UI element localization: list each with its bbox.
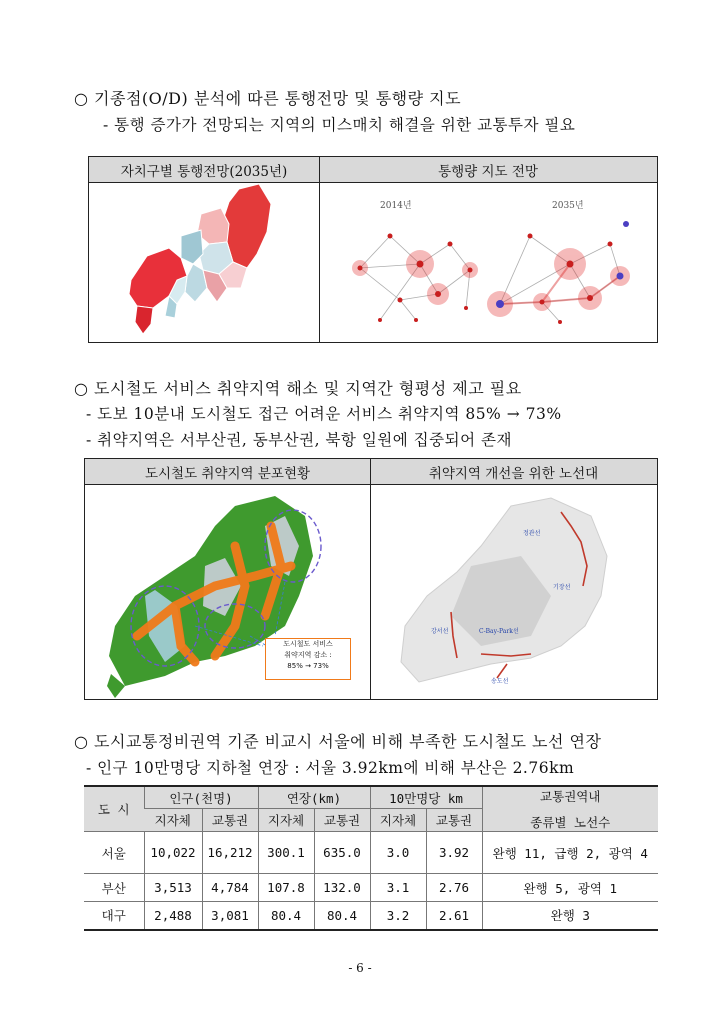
callout-line1: 도시철도 서비스 (283, 640, 333, 648)
improvement-lines-map (371, 486, 657, 699)
cell-per-local: 3.2 (370, 902, 426, 930)
label-gangseo: 강서선 (431, 628, 449, 635)
cell-city: 부산 (84, 874, 144, 902)
vulnerable-callout (265, 638, 351, 680)
header-lines-line2: 종류별 노선수 (530, 815, 611, 830)
section2-sub1: - 도보 10분내 도시철도 접근 어려운 서비스 취약지역 85% → 73% (86, 405, 562, 423)
figure-left-header: 자치구별 통행전망(2035년) (89, 157, 319, 183)
header-lines-line1: 교통권역내 (540, 789, 601, 804)
subway-length-table (84, 785, 658, 931)
table-row (84, 832, 658, 874)
travel-volume-maps (320, 184, 657, 342)
sub-pop-region: 교통권 (202, 809, 258, 832)
figure2-left-header: 도시철도 취약지역 분포현황 (85, 459, 370, 485)
cell-len-local: 107.8 (258, 874, 314, 902)
vulnerable-area-map (85, 486, 370, 699)
sub-per-local: 지자체 (370, 809, 426, 832)
label-gijang: 기장선 (553, 584, 571, 591)
cell-lines: 완행 11, 급행 2, 광역 4 (482, 832, 658, 874)
figure-vulnerable-areas (84, 458, 658, 700)
cell-per-region: 2.76 (426, 874, 482, 902)
figure-travel-outlook (88, 156, 658, 343)
callout-line3: 85% → 73% (287, 662, 329, 670)
cell-city: 서울 (84, 832, 144, 874)
section1-sub: - 통행 증가가 전망되는 지역의 미스매치 해결을 위한 교통투자 필요 (103, 116, 576, 134)
section3-bullet: ○ 도시교통정비권역 기준 비교시 서울에 비해 부족한 도시철도 노선 연장 (74, 732, 602, 751)
figure-right-header: 통행량 지도 전망 (319, 157, 657, 183)
page-number: - 6 - (348, 961, 372, 975)
figure2-right-header: 취약지역 개선을 위한 노선대 (370, 459, 657, 485)
cell-len-region: 132.0 (314, 874, 370, 902)
header-length: 연장(km) (258, 786, 370, 809)
label-songdo: 송도선 (491, 678, 509, 685)
cell-city: 대구 (84, 902, 144, 930)
header-lines (482, 786, 658, 832)
cell-per-region: 3.92 (426, 832, 482, 874)
header-population: 인구(천명) (144, 786, 258, 809)
cell-pop-local: 2,488 (144, 902, 202, 930)
section2-bullet: ○ 도시철도 서비스 취약지역 해소 및 지역간 형평성 제고 필요 (74, 379, 522, 398)
cell-len-region: 80.4 (314, 902, 370, 930)
cell-len-local: 300.1 (258, 832, 314, 874)
year-2035-label: 2035년 (552, 201, 584, 211)
sub-len-region: 교통권 (314, 809, 370, 832)
cell-lines: 완행 3 (482, 902, 658, 930)
cell-pop-region: 3,081 (202, 902, 258, 930)
sub-per-region: 교통권 (426, 809, 482, 832)
cell-len-local: 80.4 (258, 902, 314, 930)
callout-line2: 취약지역 감소 : (284, 651, 332, 659)
sub-len-local: 지자체 (258, 809, 314, 832)
cell-pop-region: 4,784 (202, 874, 258, 902)
header-per-100k: 10만명당 km (370, 786, 482, 809)
cell-pop-local: 3,513 (144, 874, 202, 902)
cell-lines: 완행 5, 광역 1 (482, 874, 658, 902)
cell-per-region: 2.61 (426, 902, 482, 930)
table-row (84, 902, 658, 930)
label-cbaypark: C-Bay-Park선 (479, 628, 519, 635)
district-outlook-map (89, 184, 319, 342)
cell-pop-local: 10,022 (144, 832, 202, 874)
cell-per-local: 3.1 (370, 874, 426, 902)
section1-bullet: ○ 기종점(O/D) 분석에 따른 통행전망 및 통행량 지도 (74, 89, 462, 108)
section3-sub: - 인구 10만명당 지하철 연장 : 서울 3.92km에 비해 부산은 2.76km (86, 759, 575, 777)
cell-pop-region: 16,212 (202, 832, 258, 874)
cell-per-local: 3.0 (370, 832, 426, 874)
table-row (84, 874, 658, 902)
sub-pop-local: 지자체 (144, 809, 202, 832)
label-jeonggwan: 정관선 (523, 530, 541, 537)
year-2014-label: 2014년 (380, 201, 412, 211)
header-city: 도 시 (84, 786, 144, 832)
section2-sub2: - 취약지역은 서부산권, 동부산권, 북항 일원에 집중되어 존재 (86, 431, 512, 449)
cell-len-region: 635.0 (314, 832, 370, 874)
